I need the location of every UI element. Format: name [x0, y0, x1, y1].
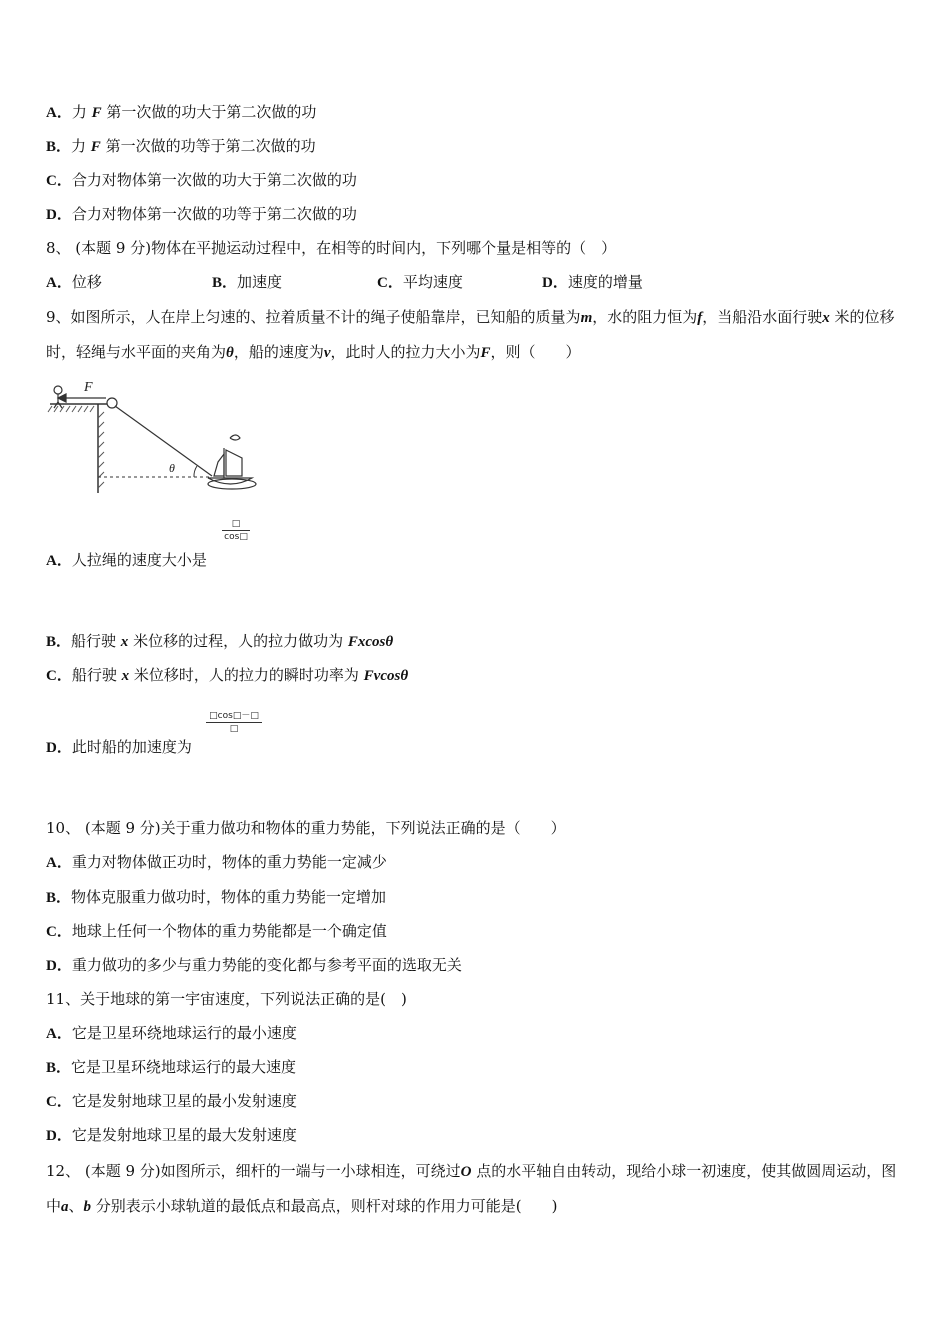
angle-arc — [194, 466, 197, 477]
q9-option-d: D．此时船的加速度为 — [46, 738, 192, 756]
q9-option-c: C．船行驶 x 米位移时，人的拉力的瞬时功率为 Fvcosθ — [46, 666, 409, 684]
angle-label: θ — [169, 461, 175, 475]
q10-stem: 10、 (本题 9 分)关于重力做功和物体的重力势能，下列说法正确的是（ ） — [46, 819, 566, 837]
q10-option-d: D．重力做功的多少与重力势能的变化都与参考平面的选取无关 — [46, 956, 462, 974]
q9-figure — [46, 378, 266, 498]
q11-option-d: D．它是发射地球卫星的最大发射速度 — [46, 1126, 297, 1144]
q8-option-b: B．加速度 — [212, 273, 283, 291]
q10-option-b: B．物体克服重力做功时，物体的重力势能一定增加 — [46, 888, 387, 906]
q9-option-a: A．人拉绳的速度大小是 — [46, 551, 207, 569]
q7-option-a: A．力 F 第一次做的功大于第二次做的功 — [46, 103, 317, 121]
q7-option-c: C．合力对物体第一次做的功大于第二次做的功 — [46, 171, 357, 189]
q11-option-b: B．它是卫星环绕地球运行的最大速度 — [46, 1058, 297, 1076]
q11-option-c: C．它是发射地球卫星的最小发射速度 — [46, 1092, 297, 1110]
q11-stem: 11、关于地球的第一宇宙速度，下列说法正确的是( ) — [46, 990, 407, 1008]
q9-option-b: B．船行驶 x 米位移的过程，人的拉力做功为 Fxcosθ — [46, 632, 394, 650]
q8-option-a: A．位移 — [46, 273, 102, 291]
q10-option-c: C．地球上任何一个物体的重力势能都是一个确定值 — [46, 922, 387, 940]
q11-option-a: A．它是卫星环绕地球运行的最小速度 — [46, 1024, 297, 1042]
force-arrow — [58, 394, 106, 402]
q9-a-fraction: □ cos□ — [222, 519, 250, 542]
q9-stem: 9、如图所示，人在岸上匀速的、拉着质量不计的绳子使船靠岸，已知船的质量为m，水的阻力恒为f，当船沿水面行驶x 米的位移时，轻绳与水平面的夹角为θ，船的速度为v，此时人的拉力大小为F，则（ ） — [46, 308, 895, 361]
q10-option-a: A．重力对物体做正功时，物体的重力势能一定减少 — [46, 853, 387, 871]
q9-d-fraction: □cos□－□ □ — [206, 708, 262, 734]
q7-option-d: D．合力对物体第一次做的功等于第二次做的功 — [46, 205, 357, 223]
q8-option-d: D．速度的增量 — [542, 273, 643, 291]
rope — [115, 406, 212, 476]
q12-stem: 12、 (本题 9 分)如图所示，细杆的一端与一小球相连，可绕过O 点的水平轴自由转动，现给小球一初速度，使其做圆周运动，图中a、b 分别表示小球轨道的最低点和最高点，则杆对球的作用力可能是( ) — [46, 1162, 897, 1215]
q7-option-b: B．力 F 第一次做的功等于第二次做的功 — [46, 137, 316, 155]
force-label: F — [84, 380, 93, 395]
boat — [208, 435, 256, 489]
q8-stem: 8、 (本题 9 分)物体在平抛运动过程中，在相等的时间内，下列哪个量是相等的（ ） — [46, 239, 617, 257]
q8-option-c: C．平均速度 — [377, 273, 463, 291]
